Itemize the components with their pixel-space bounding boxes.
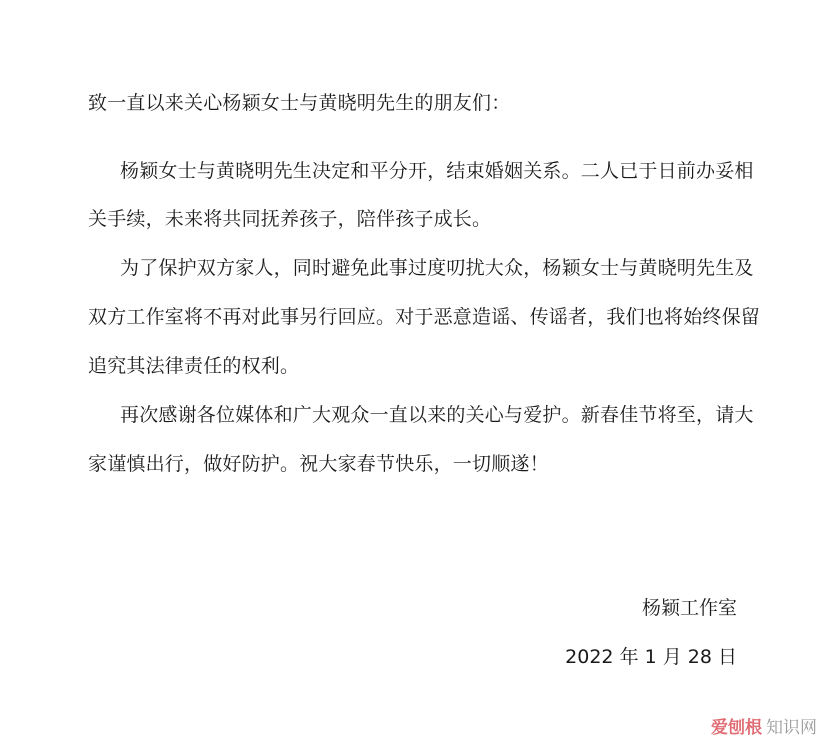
- paragraph-2-line-3: 追究其法律责任的权利。: [88, 355, 300, 377]
- paragraph-3-line-1: 再次感谢各位媒体和广大观众一直以来的关心与爱护。新春佳节将至，请大: [120, 404, 754, 426]
- watermark-brand: 爱刨根: [711, 718, 762, 738]
- site-watermark: [711, 717, 817, 739]
- paragraph-3-line-2: 家谨慎出行，做好防护。祝大家春节快乐，一切顺遂！: [88, 453, 549, 475]
- paragraph-2-line-2: 双方工作室将不再对此事另行回应。对于恶意造谣、传谣者，我们也将始终保留: [88, 306, 761, 328]
- salutation: 致一直以来关心杨颖女士与黄晓明先生的朋友们：: [88, 92, 511, 114]
- signature: 杨颖工作室: [641, 597, 737, 619]
- date: 2022 年 1 月 28 日: [565, 646, 737, 668]
- paragraph-1-line-1: 杨颖女士与黄晓明先生决定和平分开，结束婚姻关系。二人已于日前办妥相: [120, 160, 754, 182]
- watermark-suffix: 知识网: [766, 718, 817, 738]
- paragraph-2-line-1: 为了保护双方家人，同时避免此事过度叨扰大众，杨颖女士与黄晓明先生及: [120, 257, 754, 279]
- paragraph-1-line-2: 关手续，未来将共同抚养孩子，陪伴孩子成长。: [88, 208, 492, 230]
